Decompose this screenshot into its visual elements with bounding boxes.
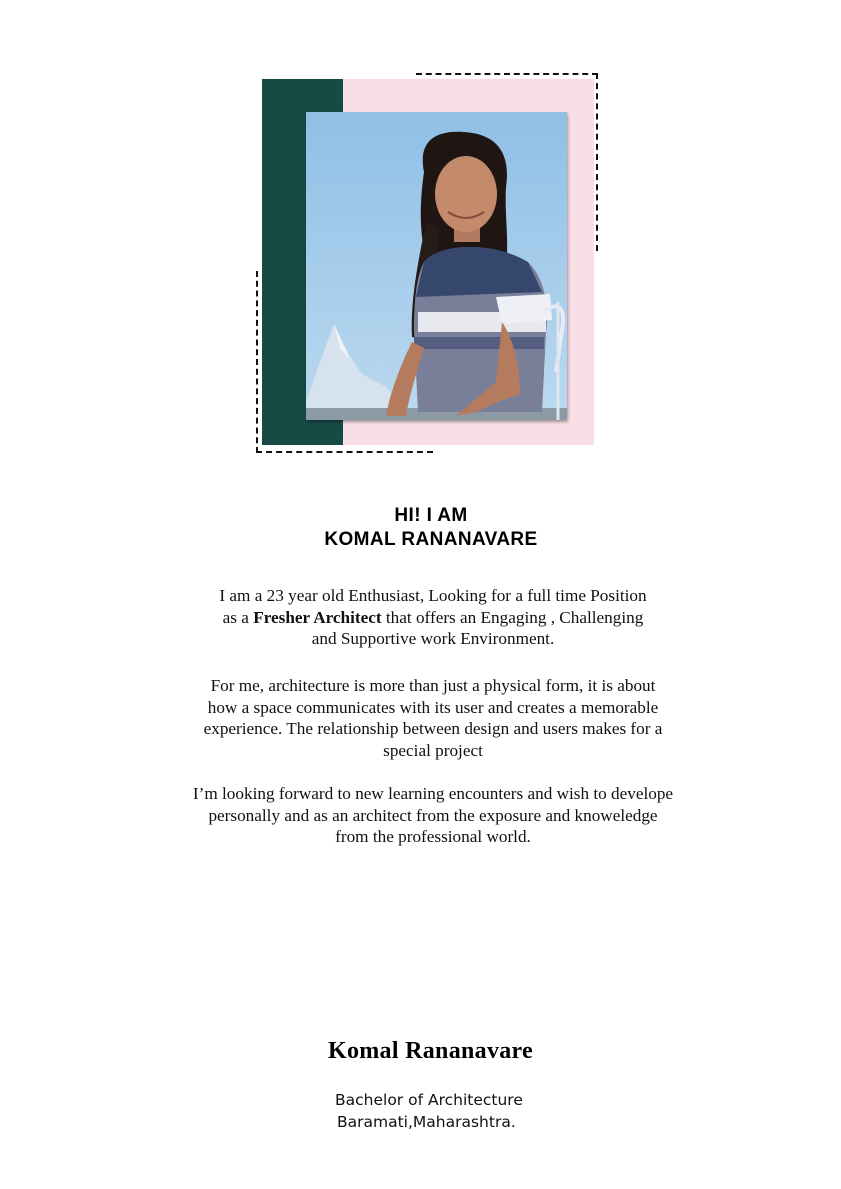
goals-paragraph (0, 783, 841, 848)
role-highlight: Fresher Architect (253, 607, 382, 627)
name-heading: KOMAL RANANAVARE (324, 529, 538, 550)
goals-line-2: personally and as an architect from the exposure and knoweledge (208, 805, 658, 825)
intro-line-1: I am a 23 year old Enthusiast, Looking for a full time Position (219, 586, 647, 605)
philosophy-line-3: experience. The relationship between design and users makes for a (203, 719, 663, 738)
goals-line-3: from the professional world. (335, 827, 531, 846)
philosophy-line-1: For me, architecture is more than just a physical form, it is about (210, 676, 656, 695)
profile-photo (306, 112, 567, 420)
goals-line-1: I’m looking forward to new learning encounters and wish to develope (192, 784, 674, 803)
intro-paragraph (0, 585, 841, 650)
location-text: Baramati,Maharashtra. (337, 1113, 516, 1131)
intro-line-2: as a Fresher Architect that offers an Engaging , Challenging (222, 607, 644, 627)
degree-text: Bachelor of Architecture (335, 1091, 523, 1109)
philosophy-line-2: how a space communicates with its user and creates a memorable (207, 697, 659, 717)
greeting-heading: HI! I AM (394, 505, 468, 526)
face-shape (435, 156, 497, 232)
intro-line-3: and Supportive work Environment. (311, 629, 555, 648)
philosophy-paragraph (0, 675, 841, 761)
philosophy-line-4: special project (383, 740, 483, 760)
signature-name: Komal Rananavare (327, 1038, 534, 1064)
